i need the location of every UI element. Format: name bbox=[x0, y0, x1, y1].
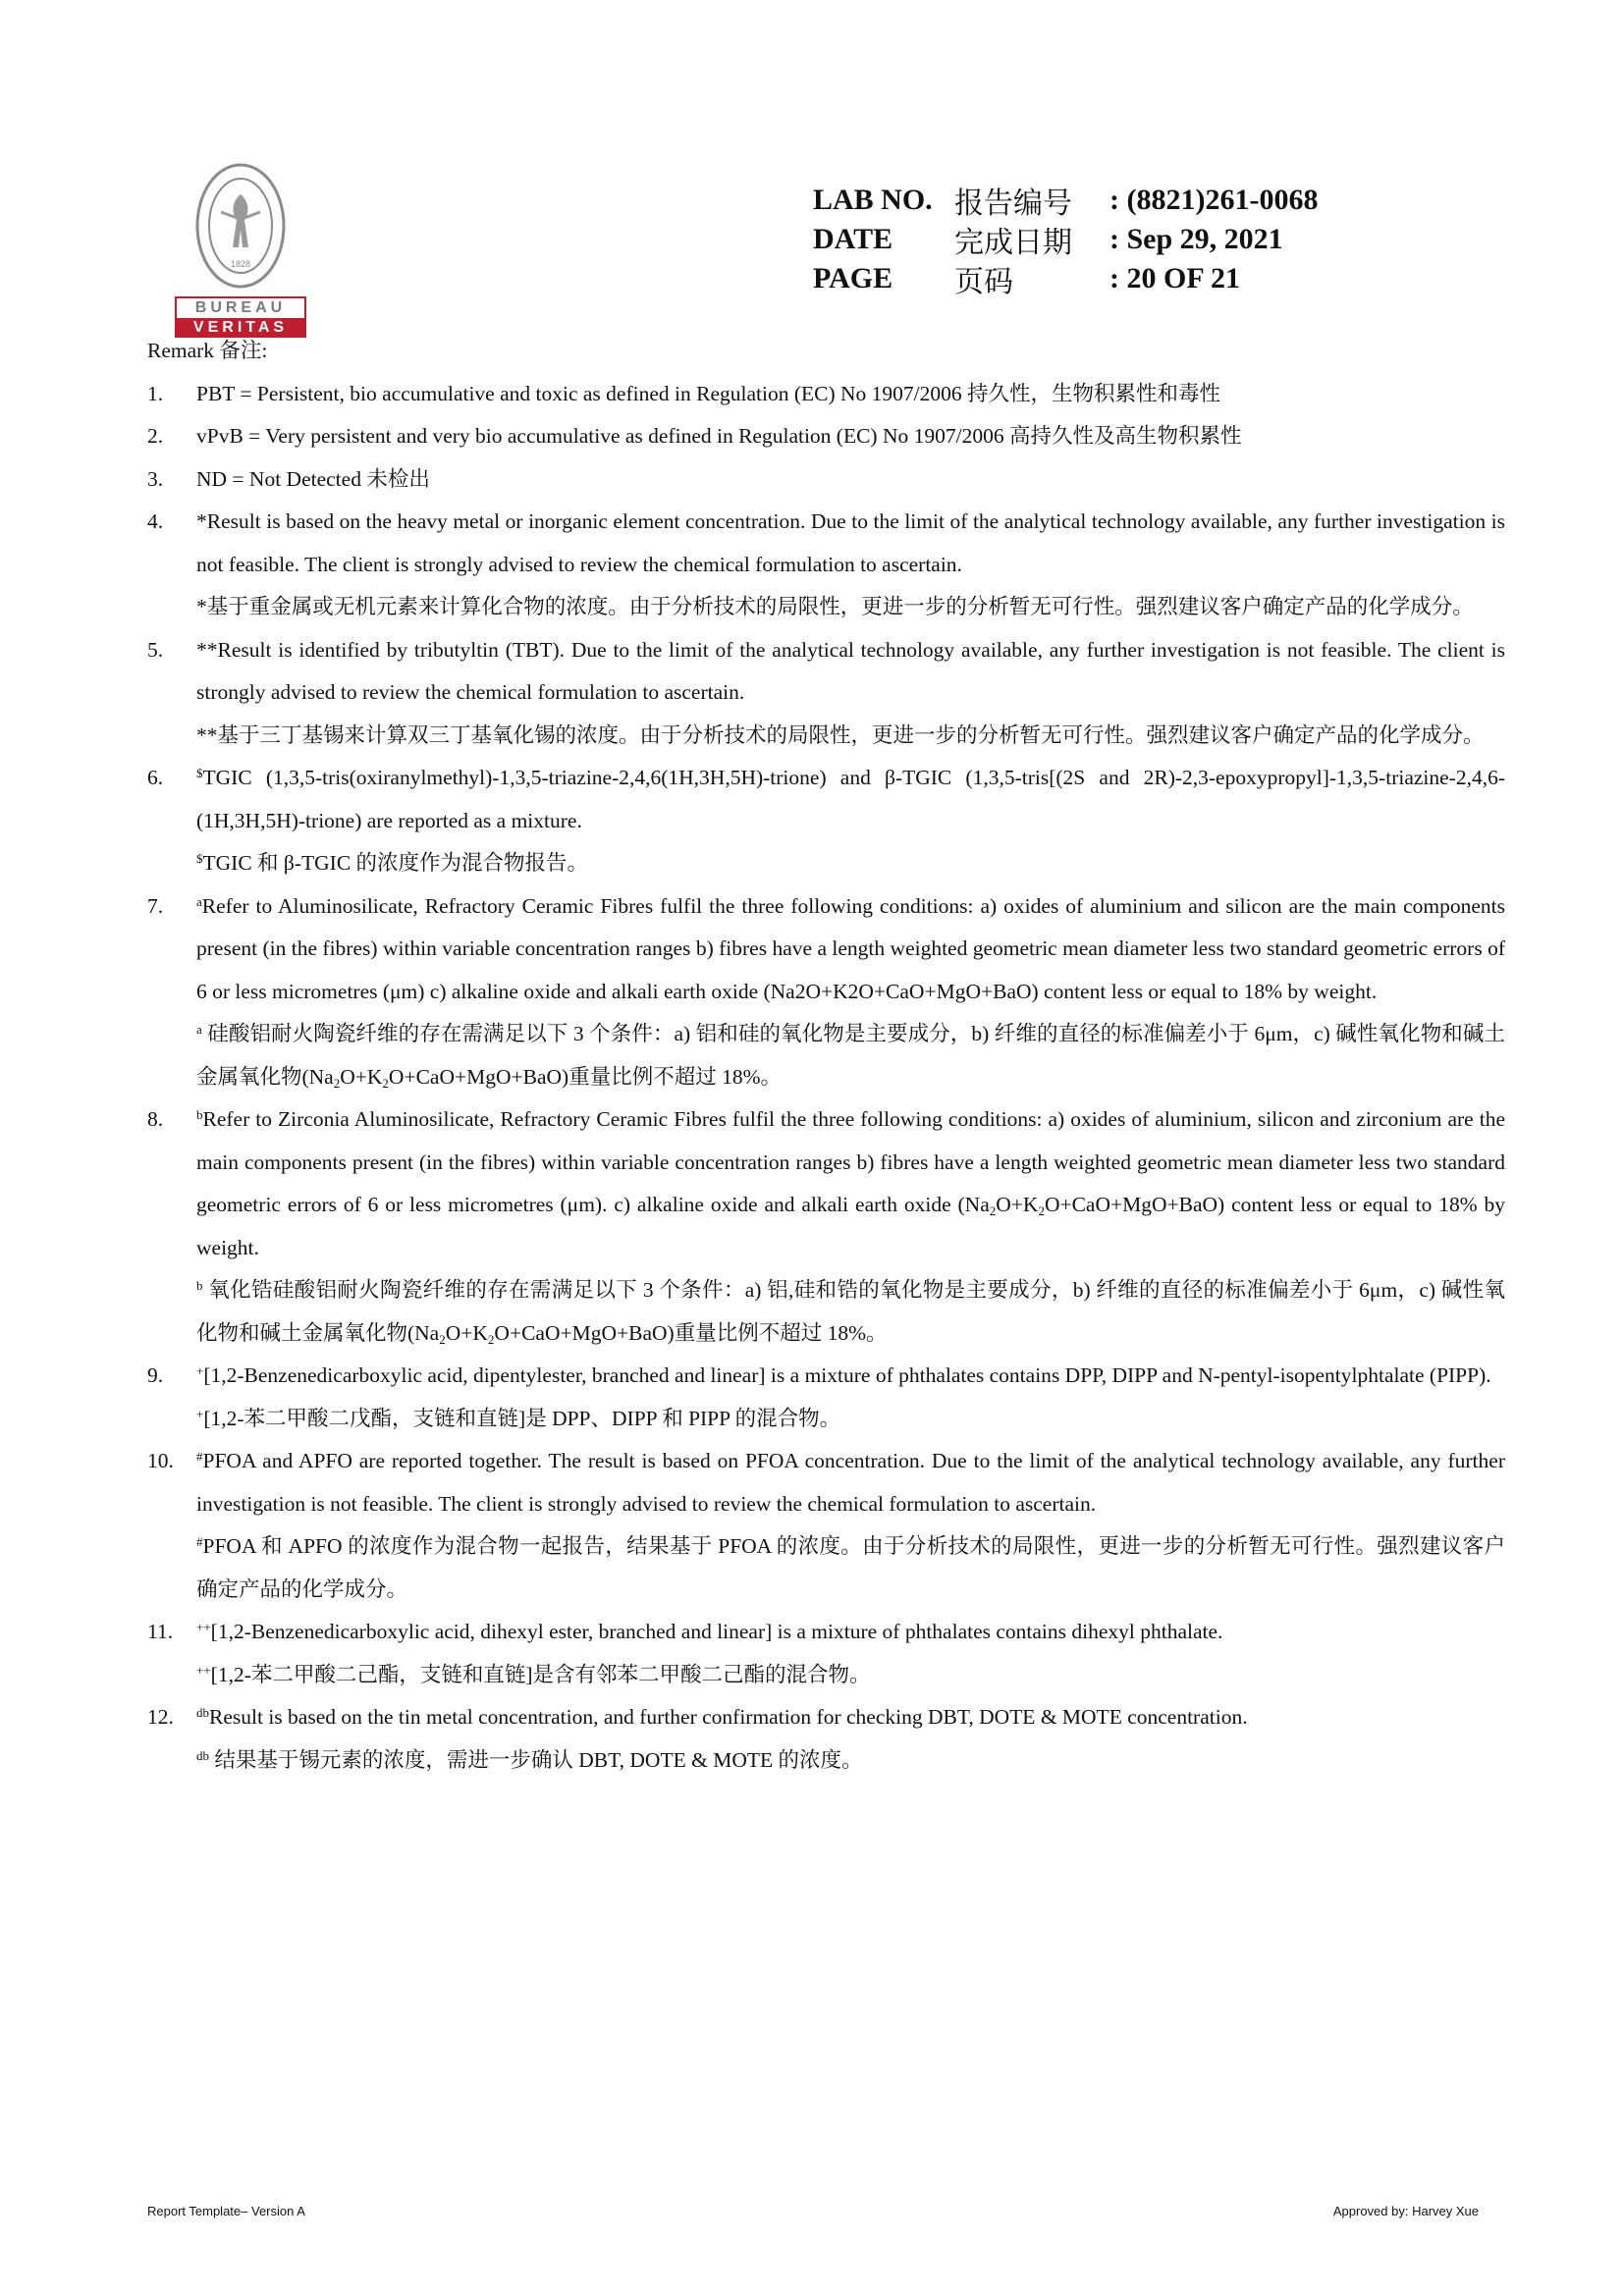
remark-item-number: 2. bbox=[147, 424, 164, 448]
report-header bbox=[813, 181, 1318, 298]
header-label: LAB NO. bbox=[813, 184, 933, 216]
remark-list bbox=[147, 373, 1505, 1783]
footer-template-version: Report Template– Version A bbox=[147, 2204, 305, 2218]
remark-text-cn: $TGIC 和 β-TGIC 的浓度作为混合物报告。 bbox=[196, 851, 589, 875]
remark-item-body bbox=[196, 1355, 1505, 1440]
remark-text-cn: ++[1,2-苯二甲酸二己酯，支链和直链]是含有邻苯二甲酸二己酯的混合物。 bbox=[196, 1662, 871, 1686]
remark-item bbox=[147, 458, 1505, 502]
remark-item bbox=[147, 1696, 1505, 1782]
remark-item bbox=[147, 1611, 1505, 1696]
remark-item-number: 1. bbox=[147, 381, 164, 405]
header-value: : 20 OF 21 bbox=[1109, 262, 1241, 294]
remark-text-en: $TGIC (1,3,5-tris(oxiranylmethyl)-1,3,5-triazine-2,4,6(1H,3H,5H)-trione) and β-TGIC (1,3,5-tris[(2S and 2R)-2,3-epoxypropyl]-1,3,5-triazine-2,4,6-(1H,3H,5H)-trione) are reported as a mixture. bbox=[196, 766, 1505, 832]
remark-section bbox=[147, 330, 1505, 1782]
remark-item-body bbox=[196, 1696, 1505, 1782]
remark-text-en: $^{db}$Result is based on the tin metal concentration, and further confirmation for checking DBT, DOTE & MOTE concentration. bbox=[196, 1705, 1248, 1729]
remark-text-en: ++[1,2-Benzenedicarboxylic acid, dihexyl ester, branched and linear] is a mixture of phthalates contains dihexyl phthalate. bbox=[196, 1620, 1223, 1643]
header-label: DATE bbox=[813, 223, 893, 255]
remark-item-number: 7. bbox=[147, 893, 164, 918]
remark-item-number: 9. bbox=[147, 1363, 164, 1387]
remark-item bbox=[147, 629, 1505, 758]
header-label-cn: 完成日期 bbox=[954, 227, 1072, 259]
remark-item-number: 10. bbox=[147, 1449, 174, 1472]
remark-item-body bbox=[196, 458, 1505, 502]
remark-item-number: 12. bbox=[147, 1705, 174, 1729]
remark-item-body bbox=[196, 1440, 1505, 1611]
remark-text-cn: $^{db}$ 结果基于锡元素的浓度，需进一步确认 DBT, DOTE & MOTE 的浓度。 bbox=[196, 1747, 863, 1772]
remark-text-en: **Result is identified by tributyltin (TBT). Due to the limit of the analytical technology available, any further investigation is not feasible. The client is strongly advised to review the chemical formulation to ascertain. bbox=[196, 637, 1505, 704]
remark-item-number: 8. bbox=[147, 1107, 164, 1131]
remark-item-number: 6. bbox=[147, 766, 164, 789]
header-value: : (8821)261-0068 bbox=[1109, 184, 1319, 216]
remark-item bbox=[147, 501, 1505, 629]
remark-item-number: 5. bbox=[147, 637, 164, 662]
remark-item-number: 4. bbox=[147, 509, 164, 533]
remark-text-cn: $^a$ 硅酸铝耐火陶瓷纤维的存在需满足以下 3 个条件：a) 铝和硅的氧化物是主要成分，b) 纤维的直径的标准偏差小于 6μm，c) 碱性氧化物和碱土金属氧化物$(Na_2O+K_2O+CaO+MgO+BaO)$重量比例不超过 18%。 bbox=[196, 1022, 1505, 1091]
footer-approved-by: Approved by: Harvey Xue bbox=[1332, 2204, 1479, 2218]
remark-text-cn: *基于重金属或无机元素来计算化合物的浓度。由于分析技术的局限性，更进一步的分析暂无可行性。强烈建议客户确定产品的化学成分。 bbox=[196, 595, 1474, 618]
remark-text-en: PBT = Persistent, bio accumulative and toxic as defined in Regulation (EC) No 1907/2006 持久性，生物积累性和毒性 bbox=[196, 381, 1221, 405]
remark-item-body bbox=[196, 415, 1505, 458]
header-row-date bbox=[813, 220, 1318, 259]
remark-text-en: vPvB = Very persistent and very bio accumulative as defined in Regulation (EC) No 1907/2006 高持久性及高生物积累性 bbox=[196, 424, 1242, 448]
svg-text:1828: 1828 bbox=[230, 259, 251, 269]
remark-item-body bbox=[196, 1611, 1505, 1696]
remark-text-cn: **基于三丁基锡来计算双三丁基氧化锡的浓度。由于分析技术的局限性，更进一步的分析暂无可行性。强烈建议客户确定产品的化学成分。 bbox=[196, 722, 1485, 747]
header-row-lab-no bbox=[813, 181, 1318, 220]
remark-item bbox=[147, 1098, 1505, 1355]
header-label-cn: 报告编号 bbox=[954, 187, 1072, 220]
logo-line-veritas: VERITAS bbox=[175, 318, 306, 338]
logo-line-bureau: BUREAU bbox=[175, 296, 306, 318]
header-label: PAGE bbox=[813, 262, 893, 294]
remark-item bbox=[147, 373, 1505, 416]
remark-item-body bbox=[196, 1098, 1505, 1355]
remark-text-cn: #PFOA 和 APFO 的浓度作为混合物一起报告，结果基于 PFOA 的浓度。由于分析技术的局限性，更进一步的分析暂无可行性。强烈建议客户确定产品的化学成分。 bbox=[196, 1534, 1505, 1601]
remark-text-en: ND = Not Detected 未检出 bbox=[196, 466, 430, 491]
remark-title: Remark 备注: bbox=[147, 339, 268, 362]
remark-item-body bbox=[196, 885, 1505, 1099]
remark-text-en: $^b$Refer to Zirconia Aluminosilicate, Refractory Ceramic Fibres fulfil the three following conditions: a) oxides of aluminium, silicon and zirconium are the main components present (in the fibres) within variable concentration ranges b) fibres have a length weighted geometric mean diameter less two standard geometric errors of 6 or less micrometres (μm). c) alkaline oxide and alkali earth oxide $(Na_2O+K_2O+CaO+MgO+BaO)$ content less or equal to 18% by weight. bbox=[196, 1107, 1505, 1259]
remark-item-body bbox=[196, 501, 1505, 629]
remark-item-body bbox=[196, 757, 1505, 885]
remark-text-cn: +[1,2-苯二甲酸二戊酯，支链和直链]是 DPP、DIPP 和 PIPP 的混合物。 bbox=[196, 1406, 841, 1430]
bureau-veritas-logo bbox=[175, 161, 306, 338]
remark-item bbox=[147, 1440, 1505, 1611]
remark-item bbox=[147, 415, 1505, 458]
remark-item-number: 3. bbox=[147, 466, 164, 491]
remark-text-en: $^a$Refer to Aluminosilicate, Refractory Ceramic Fibres fulfil the three following conditions: a) oxides of aluminium and silicon are the main components present (in the fibres) within variable concentration ranges b) fibres have a length weighted geometric mean diameter less two standard geometric errors of 6 or less micrometres (μm) c) alkaline oxide and alkali earth oxide (Na2O+K2O+CaO+MgO+BaO) content less or equal to 18% by weight. bbox=[196, 893, 1505, 1003]
seal-icon bbox=[193, 161, 288, 291]
remark-item-number: 11. bbox=[147, 1620, 174, 1643]
remark-item bbox=[147, 1355, 1505, 1440]
remark-item bbox=[147, 757, 1505, 885]
header-label-cn: 页码 bbox=[954, 266, 1013, 298]
header-value: : Sep 29, 2021 bbox=[1109, 223, 1283, 255]
remark-text-en: #PFOA and APFO are reported together. The result is based on PFOA concentration. Due to the limit of the analytical technology available, any further investigation is not feasible. The client is strongly advised to review the chemical formulation to ascertain. bbox=[196, 1449, 1505, 1516]
remark-text-en: +[1,2-Benzenedicarboxylic acid, dipentylester, branched and linear] is a mixture of phthalates contains DPP, DIPP and N-pentyl-isopentylphtalate (PIPP). bbox=[196, 1363, 1491, 1387]
remark-text-en: *Result is based on the heavy metal or inorganic element concentration. Due to the limit of the analytical technology available, any further investigation is not feasible. The client is strongly advised to review the chemical formulation to ascertain. bbox=[196, 509, 1505, 576]
remark-item-body bbox=[196, 373, 1505, 416]
remark-item bbox=[147, 885, 1505, 1099]
header-row-page bbox=[813, 259, 1318, 298]
remark-text-cn: $^b$ 氧化锆硅酸铝耐火陶瓷纤维的存在需满足以下 3 个条件：a) 铝,硅和锆的氧化物是主要成分，b) 纤维的直径的标准偏差小于 6μm，c) 碱性氧化物和碱土金属氧化物$(Na_2O+K_2O+CaO+MgO+BaO)$重量比例不超过 18%。 bbox=[196, 1278, 1505, 1347]
remark-item-body bbox=[196, 629, 1505, 758]
